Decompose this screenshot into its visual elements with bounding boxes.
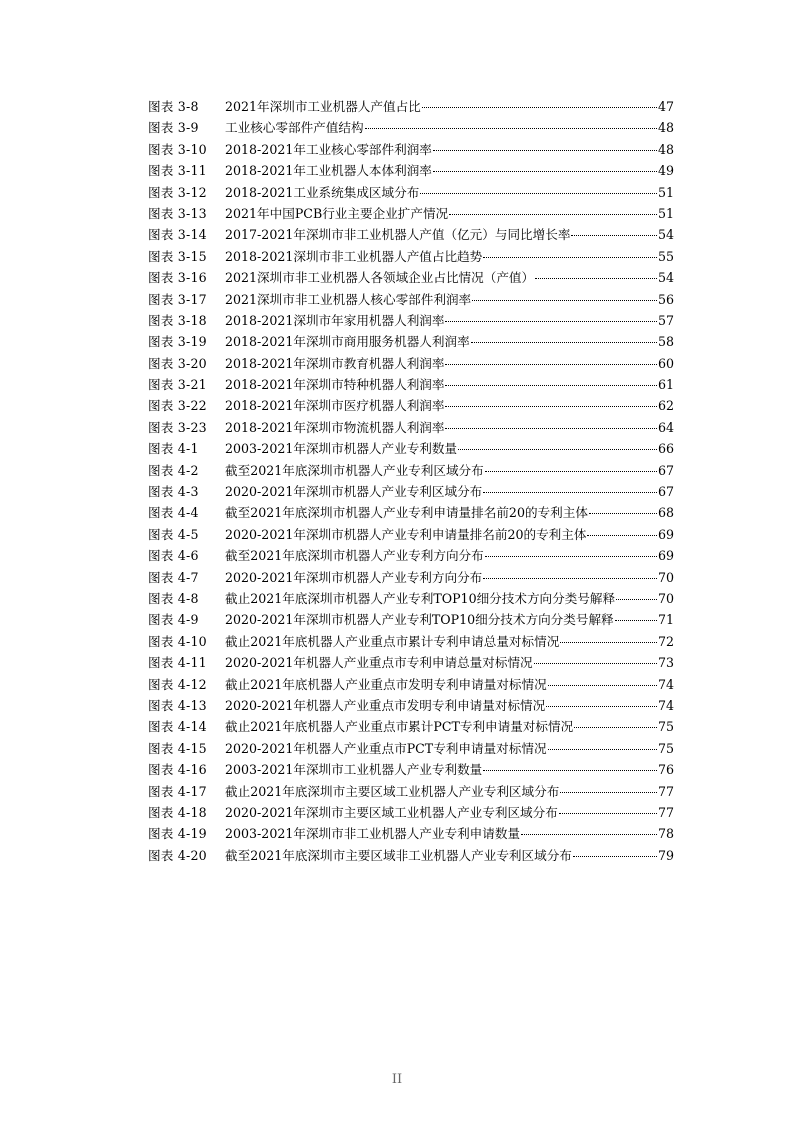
toc-dot-leader: [483, 577, 657, 579]
toc-entry-label: 图表 4-2: [148, 462, 199, 478]
toc-entry-page: 62: [657, 398, 674, 414]
toc-entry[interactable]: [148, 182, 674, 203]
table-of-figures: [148, 96, 674, 866]
toc-entry-label: 图表 4-6: [148, 548, 199, 564]
toc-entry[interactable]: [148, 310, 674, 331]
toc-entry-page: 64: [657, 419, 674, 435]
toc-entry-label: 图表 3-10: [148, 141, 207, 157]
toc-entry-title: 2021年中国PCB行业主要企业扩产情况: [225, 205, 449, 221]
toc-entry-label: 图表 3-12: [148, 184, 207, 200]
toc-dot-leader: [483, 491, 657, 493]
toc-entry-title: 截至2021年底深圳市主要区域非工业机器人产业专利区域分布: [225, 847, 572, 863]
toc-entry-page: 47: [657, 99, 674, 114]
toc-entry-title: 2018-2021年深圳市医疗机器人利润率: [225, 398, 445, 414]
toc-dot-leader: [471, 341, 657, 343]
toc-entry[interactable]: [148, 759, 674, 780]
toc-entry-page: 56: [657, 291, 674, 307]
toc-entry-title: 2020-2021年深圳市机器人产业专利区域分布: [225, 484, 483, 500]
toc-dot-leader: [458, 448, 657, 450]
toc-entry[interactable]: [148, 588, 674, 609]
toc-entry[interactable]: [148, 160, 674, 181]
toc-dot-leader: [485, 555, 657, 557]
toc-entry-label: 图表 3-11: [148, 163, 207, 179]
toc-dot-leader: [445, 363, 656, 365]
toc-entry-title: 2018-2021年深圳市物流机器人利润率: [225, 419, 445, 435]
toc-entry-title: 截止2021年底深圳市主要区域工业机器人产业专利区域分布: [225, 783, 560, 799]
toc-dot-leader: [365, 127, 657, 129]
toc-entry[interactable]: [148, 374, 674, 395]
toc-entry[interactable]: [148, 117, 674, 138]
toc-entry-title: 2020-2021年机器人产业重点市发明专利申请量对标情况: [225, 697, 546, 713]
toc-entry-title: 2018-2021深圳市年家用机器人利润率: [225, 312, 445, 328]
toc-entry[interactable]: [148, 502, 674, 523]
toc-entry-title: 2021深圳市非工业机器人各领域企业占比情况（产值）: [225, 270, 535, 286]
toc-entry-page: 60: [657, 355, 674, 371]
toc-entry[interactable]: [148, 738, 674, 759]
toc-dot-leader: [422, 106, 657, 108]
toc-entry-title: 2018-2021工业系统集成区域分布: [225, 184, 420, 200]
toc-entry[interactable]: [148, 224, 674, 245]
page-number: II: [391, 1072, 403, 1087]
toc-entry[interactable]: [148, 652, 674, 673]
toc-entry-label: 图表 4-7: [148, 569, 199, 585]
toc-entry-label: 图表 4-9: [148, 612, 199, 628]
toc-entry-title: 截止2021年底机器人产业重点市发明专利申请量对标情况: [225, 676, 547, 692]
toc-dot-leader: [485, 470, 657, 472]
toc-entry-page: 67: [657, 462, 674, 478]
toc-dot-leader: [546, 705, 657, 707]
toc-entry-title: 2018-2021年工业机器人本体利润率: [225, 163, 432, 179]
toc-entry[interactable]: [148, 203, 674, 224]
toc-entry-label: 图表 4-4: [148, 505, 199, 521]
toc-entry[interactable]: [148, 845, 674, 866]
toc-entry-label: 图表 3-15: [148, 248, 207, 264]
toc-dot-leader: [420, 192, 657, 194]
toc-entry-label: 图表 4-3: [148, 484, 199, 500]
toc-entry-title: 截止2021年底机器人产业重点市累计专利申请总量对标情况: [225, 633, 560, 649]
toc-entry-title: 截至2021年底深圳市机器人产业专利区域分布: [225, 462, 484, 478]
toc-entry-label: 图表 3-16: [148, 270, 207, 286]
toc-entry-page: 68: [657, 505, 674, 521]
toc-entry-page: 70: [657, 569, 674, 585]
toc-entry-page: 72: [657, 633, 674, 649]
toc-entry[interactable]: [148, 438, 674, 459]
toc-entry-page: 54: [657, 270, 674, 286]
toc-entry-label: 图表 4-19: [148, 826, 207, 842]
toc-dot-leader: [445, 384, 656, 386]
toc-entry-label: 图表 3-21: [148, 377, 207, 393]
toc-dot-leader: [445, 405, 656, 407]
toc-entry-title: 2021深圳市非工业机器人核心零部件利润率: [225, 291, 472, 307]
toc-entry-label: 图表 4-10: [148, 633, 207, 649]
toc-entry-page: 51: [657, 184, 674, 200]
toc-entry-page: 78: [657, 826, 674, 842]
toc-entry-title: 2017-2021年深圳市非工业机器人产值（亿元）与同比增长率: [225, 227, 571, 243]
toc-entry[interactable]: [148, 96, 674, 117]
toc-dot-leader: [573, 855, 657, 857]
toc-dot-leader: [445, 320, 656, 322]
toc-entry-title: 2018-2021年深圳市特种机器人利润率: [225, 377, 445, 393]
toc-entry-label: 图表 3-22: [148, 398, 207, 414]
toc-dot-leader: [560, 641, 657, 643]
toc-dot-leader: [589, 512, 657, 514]
toc-entry-page: 48: [657, 120, 674, 136]
toc-entry-page: 69: [657, 526, 674, 542]
toc-dot-leader: [615, 619, 657, 621]
toc-entry-page: 67: [657, 484, 674, 500]
toc-entry-page: 55: [657, 248, 674, 264]
toc-entry[interactable]: [148, 545, 674, 566]
toc-entry[interactable]: [148, 460, 674, 481]
toc-entry-page: 49: [657, 163, 674, 179]
toc-entry-title: 2018-2021年工业核心零部件利润率: [225, 141, 432, 157]
toc-entry-label: 图表 3-19: [148, 334, 207, 350]
toc-entry-page: 57: [657, 312, 674, 328]
toc-dot-leader: [571, 234, 657, 236]
toc-entry[interactable]: [148, 139, 674, 160]
toc-entry-page: 75: [657, 719, 674, 735]
toc-entry-page: 58: [657, 334, 674, 350]
toc-entry-title: 2020-2021年深圳市机器人产业专利申请量排名前20的专利主体: [225, 526, 587, 542]
toc-entry-page: 77: [657, 804, 674, 820]
toc-entry-label: 图表 4-13: [148, 697, 207, 713]
toc-entry-page: 77: [657, 783, 674, 799]
toc-dot-leader: [483, 769, 657, 771]
toc-entry-label: 图表 4-16: [148, 762, 207, 778]
toc-entry-page: 76: [657, 762, 674, 778]
toc-entry-label: 图表 4-12: [148, 676, 207, 692]
toc-dot-leader: [483, 256, 657, 258]
toc-dot-leader: [472, 299, 657, 301]
toc-entry-page: 74: [657, 697, 674, 713]
toc-entry-title: 截止2021年底深圳市机器人产业专利TOP10细分技术方向分类号解释: [225, 590, 616, 606]
toc-entry-title: 2018-2021年深圳市商用服务机器人利润率: [225, 334, 470, 350]
toc-entry-label: 图表 3-13: [148, 205, 207, 221]
toc-entry[interactable]: [148, 289, 674, 310]
toc-entry-title: 截至2021年底深圳市机器人产业专利申请量排名前20的专利主体: [225, 505, 588, 521]
toc-dot-leader: [433, 149, 657, 151]
toc-dot-leader: [433, 170, 657, 172]
toc-entry-title: 工业核心零部件产值结构: [225, 120, 364, 136]
toc-entry-title: 2020-2021年深圳市机器人产业专利方向分布: [225, 569, 483, 585]
toc-entry[interactable]: [148, 781, 674, 802]
toc-entry-label: 图表 4-1: [148, 441, 199, 457]
toc-dot-leader: [535, 277, 657, 279]
toc-entry-title: 2021年深圳市工业机器人产值占比: [225, 99, 421, 114]
toc-entry-title: 2003-2021年深圳市机器人产业专利数量: [225, 441, 458, 457]
toc-entry[interactable]: [148, 395, 674, 416]
toc-entry-page: 69: [657, 548, 674, 564]
toc-entry-label: 图表 4-5: [148, 526, 199, 542]
toc-dot-leader: [548, 684, 657, 686]
toc-entry-title: 2018-2021年深圳市教育机器人利润率: [225, 355, 445, 371]
toc-dot-leader: [616, 598, 657, 600]
toc-entry-label: 图表 4-20: [148, 847, 207, 863]
toc-entry-label: 图表 3-18: [148, 312, 207, 328]
toc-entry-page: 70: [657, 590, 674, 606]
toc-entry-page: 75: [657, 740, 674, 756]
toc-entry[interactable]: [148, 246, 674, 267]
toc-entry-label: 图表 3-20: [148, 355, 207, 371]
toc-entry-label: 图表 3-17: [148, 291, 207, 307]
toc-entry-page: 79: [657, 847, 674, 863]
toc-dot-leader: [449, 213, 657, 215]
toc-entry-label: 图表 3-9: [148, 120, 199, 136]
toc-entry[interactable]: [148, 802, 674, 823]
toc-dot-leader: [560, 791, 657, 793]
toc-entry-label: 图表 4-15: [148, 740, 207, 756]
toc-entry[interactable]: [148, 631, 674, 652]
toc-entry[interactable]: [148, 524, 674, 545]
toc-entry-title: 2020-2021年深圳市机器人产业专利TOP10细分技术方向分类号解释: [225, 612, 614, 628]
toc-entry-page: 51: [657, 205, 674, 221]
toc-entry-page: 61: [657, 377, 674, 393]
toc-entry-page: 71: [657, 612, 674, 628]
toc-entry-page: 74: [657, 676, 674, 692]
toc-entry[interactable]: [148, 674, 674, 695]
toc-entry-title: 2020-2021年机器人产业重点市专利申请总量对标情况: [225, 655, 533, 671]
toc-dot-leader: [587, 534, 657, 536]
toc-entry-label: 图表 4-17: [148, 783, 207, 799]
toc-entry-title: 2003-2021年深圳市工业机器人产业专利数量: [225, 762, 483, 778]
toc-entry-page: 54: [657, 227, 674, 243]
toc-entry[interactable]: [148, 609, 674, 630]
toc-dot-leader: [534, 662, 657, 664]
toc-dot-leader: [521, 833, 657, 835]
toc-entry-label: 图表 4-18: [148, 804, 207, 820]
toc-entry-label: 图表 3-23: [148, 419, 207, 435]
toc-entry-page: 48: [657, 141, 674, 157]
toc-entry[interactable]: [148, 481, 674, 502]
toc-entry[interactable]: [148, 417, 674, 438]
toc-entry-title: 2020-2021年机器人产业重点市PCT专利申请量对标情况: [225, 740, 547, 756]
toc-entry[interactable]: [148, 695, 674, 716]
toc-entry-title: 2003-2021年深圳市非工业机器人产业专利申请数量: [225, 826, 521, 842]
toc-entry-title: 2018-2021深圳市非工业机器人产值占比趋势: [225, 248, 483, 264]
toc-entry-label: 图表 4-14: [148, 719, 207, 735]
toc-entry-page: 66: [657, 441, 674, 457]
toc-entry-title: 截至2021年底深圳市机器人产业专利方向分布: [225, 548, 484, 564]
toc-entry-page: 73: [657, 655, 674, 671]
toc-entry-label: 图表 4-11: [148, 655, 207, 671]
toc-dot-leader: [559, 812, 657, 814]
toc-dot-leader: [548, 748, 657, 750]
toc-entry-title: 截止2021年底机器人产业重点市累计PCT专利申请量对标情况: [225, 719, 574, 735]
toc-dot-leader: [445, 427, 656, 429]
toc-entry-title: 2020-2021年深圳市主要区域工业机器人产业专利区域分布: [225, 804, 558, 820]
toc-entry[interactable]: [148, 567, 674, 588]
toc-entry[interactable]: [148, 716, 674, 737]
toc-entry-label: 图表 4-8: [148, 590, 199, 606]
toc-entry-label: 图表 3-14: [148, 227, 207, 243]
toc-entry[interactable]: [148, 267, 674, 288]
toc-entry[interactable]: [148, 331, 674, 352]
toc-entry[interactable]: [148, 823, 674, 844]
toc-entry-label: 图表 3-8: [148, 99, 199, 114]
toc-dot-leader: [574, 726, 657, 728]
toc-entry[interactable]: [148, 353, 674, 374]
